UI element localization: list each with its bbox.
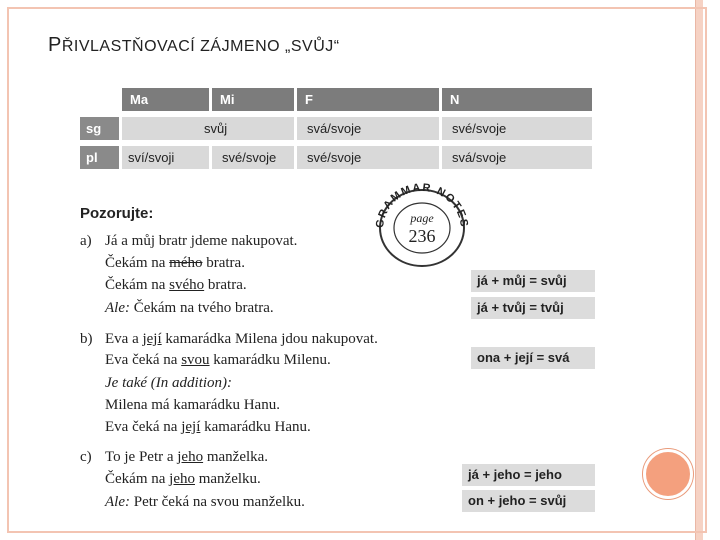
a-line-3: Čekám na svého bratra. [105,277,247,293]
b-line-1: Eva a její kamarádka Milena jdou nakupovat. [105,331,378,347]
a-line-2: Čekám na mého bratra. [105,255,245,271]
cell-sg-fem: svá/svoje [297,117,439,140]
title-initial: P [48,34,62,56]
header-n: N [442,88,592,111]
cell-sg-masc: svůj [122,117,294,140]
c-line-3: Ale: Petr čeká na svou manželku. [105,494,305,510]
cell-pl-fem: své/svoje [297,146,439,169]
item-label-b: b) [80,331,93,347]
note-on-jeho: on + jeho = svůj [462,490,595,512]
cell-pl-neut: svá/svoje [442,146,592,169]
row-label-pl: pl [80,146,119,169]
a-line-4: Ale: Čekám na tvého bratra. [105,300,274,316]
note-ja-jeho: já + jeho = jeho [462,464,595,486]
cell-pl-ma: sví/svoji [122,146,209,169]
item-label-a: a) [80,233,92,249]
note-ona-jeji: ona + její = svá [471,347,595,369]
row-label-sg: sg [80,117,119,140]
b-line-5: Eva čeká na její kamarádku Hanu. [105,419,311,435]
note-ja-muj: já + můj = svůj [471,270,595,292]
title-rest: ŘIVLASTŇOVACÍ ZÁJMENO „SVŮJ“ [61,38,340,55]
header-ma: Ma [122,88,209,111]
c-line-2: Čekám na jeho manželku. [105,471,261,487]
grammar-notes-stamp [373,182,471,268]
item-label-c: c) [80,449,92,465]
cell-pl-mi: své/svoje [212,146,294,169]
b-line-3: Je také (In addition): [105,375,233,391]
header-f: F [297,88,439,111]
b-line-2: Eva čeká na svou kamarádku Milenu. [105,352,331,368]
slide-title [48,34,340,57]
decorative-circle [643,449,693,499]
a-line-1: Já a můj bratr jdeme nakupovat. [105,233,298,249]
note-ja-tvuj: já + tvůj = tvůj [471,297,595,319]
stamp-top-text: GRAMMAR NOTES [373,182,471,229]
section-heading: Pozorujte: [80,205,154,222]
cell-sg-neut: své/svoje [442,117,592,140]
stamp-page-word: page [410,211,434,225]
c-line-1: To je Petr a jeho manželka. [105,449,269,465]
b-line-4: Milena má kamarádku Hanu. [105,397,280,413]
header-mi: Mi [212,88,294,111]
stamp-page-number: 236 [408,226,436,246]
